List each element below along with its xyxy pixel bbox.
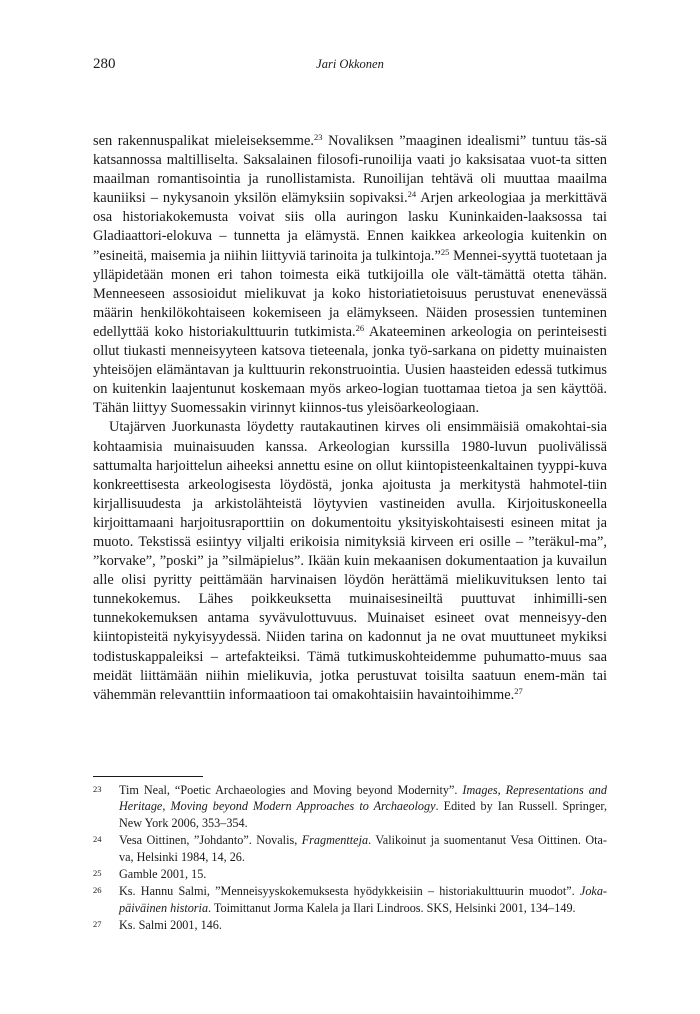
paragraph-1 (93, 132, 607, 418)
footnote-separator (93, 776, 203, 777)
footnote-title: Images, Representations and Heritage, Moving beyond Modern Approaches to Archaeology (119, 783, 607, 814)
page-header (93, 56, 607, 76)
page-number: 280 (93, 56, 116, 72)
footnote-ref-26[interactable]: 26 (355, 322, 365, 333)
footnote-text: Ks. Salmi 2001, 146. (119, 918, 222, 933)
footnote-26 (93, 883, 607, 916)
footnotes (93, 782, 607, 935)
footnote-title: Joka-päiväinen historia (119, 884, 607, 915)
main-text (93, 132, 607, 705)
paragraph-1-text-c: Arjen arkeologiaa ja merkittävä osa historiakokemusta voivat siis olla auringon lasku Kuninkaiden-laaksossa tai Gladiaattori-elokuva – tunnetta ja elämystä. Ennen kaikkea arkeologia kuitenkin on ”esineitä, maisemia ja niihin liittyviä tarinoita ja tulkintoja.” (93, 190, 607, 264)
paragraph-1-text-d: Mennei-syyttä tuotetaan ja ylläpidetään monen eri tahon toimesta eikä tutkijoilla ole vält-tämättä otetta tähän. Menneeseen assosioidut mielikuvat ja koko historiatietoisuus perustuvat enenevässä määrin henkilökohtaiseen kokemiseen ja elämykseen. Näiden prosessien tunteminen edellyttää koko historiakulttuurin tutkimista. (93, 247, 607, 340)
footnote-number: 26 (93, 885, 102, 896)
footnote-text: Ks. Hannu Salmi, ”Menneisyyskokemuksesta hyödykkeisiin – historiakulttuurin muodot”. (119, 884, 580, 899)
paragraph-2 (93, 418, 607, 704)
footnote-text-tail: . Edited by Ian Russell. Springer, New York 2006, 353–354. (119, 799, 607, 830)
running-head-author: Jari Okkonen (316, 57, 384, 71)
footnote-number: 24 (93, 834, 102, 845)
footnote-number: 25 (93, 868, 102, 879)
footnote-text: Vesa Oittinen, ”Johdanto”. Novalis, (119, 833, 302, 848)
paragraph-1-text-a: sen rakennuspalikat mieleiseksemme. (93, 133, 314, 149)
footnote-number: 23 (93, 784, 102, 794)
paragraph-1-text-b: Novaliksen ”maaginen idealismi” tuntuu täs-sä katsannossa maltilliselta. Saksalainen filosofi-runoilija vaati jo kaksisataa vuot-ta sitten maailman romantisointia ja runollistamista. Runoilijan tehtävä oli muuttaa maailma kauniiksi – nykysanoin yksilön elämyksiin sopivaksi. (93, 133, 607, 207)
footnote-27 (93, 917, 607, 933)
footnote-text: Tim Neal, “Poetic Archaeologies and Moving beyond Modernity”. (119, 783, 463, 797)
footnote-text-tail: . Valikoinut ja suomentanut Vesa Oittinen. Ota-va, Helsinki 1984, 14, 26. (119, 833, 607, 864)
footnote-title: Fragmentteja (301, 833, 369, 848)
footnote-25 (93, 866, 607, 882)
paragraph-1-text-e: Akateeminen arkeologia on perinteisesti ollut tiukasti menneisyyteen katsova tieteenala, jonka työ-sarkana on pidetty muinaisten yhteisöjen elämäntavan ja kulttuurin rekonstruointia. Uusien haasteiden edessä tutkimus on kuitenkin laajentunut koskemaan myös arkeo-logian tuottamaa tietoa ja sen käyttöä. Tähän liittyy Suomessakin virinnyt kiinnos-tus yleisöarkeologiaan. (93, 323, 607, 417)
footnote-ref-23[interactable]: 23 (313, 132, 323, 142)
footnote-text: Gamble 2001, 15. (119, 867, 207, 882)
footnote-text-tail: . Toimittanut Jorma Kalela ja Ilari Lindroos. SKS, Helsinki 2001, 134–149. (208, 900, 576, 915)
footnote-number: 27 (93, 919, 102, 930)
footnote-ref-27[interactable]: 27 (514, 685, 523, 696)
paragraph-2-text: Utajärven Juorkunasta löydetty rautakautinen kirves oli ensimmäisiä omakohtai-sia kohtaamisia muinaisuuden kanssa. Arkeologian kurssilla 1980-luvun puolivälissä sattumalta harjoittelun aiheeksi annettu esine on ollut kiintopisteenkaltainen tyyppi-kuva konkreettisesta arkeologisesta löydöstä, jonka ajoitusta ja merkitystä hahmotel-tiin kirjallisuudesta ja arkistolähteistä löytyvien vastineiden avulla. Kirjoituskoneella kirjoittamaani harjoitusraporttiin on dokumentoitu yksityiskohtaisesti esineen mitat ja muoto. Tekstissä esiintyy viljalti erikoisia nimityksiä kirveen eri osille – ”teräkul-ma”, ”korvake”, ”poski” ja ”silmäpielus”. Ikään kuin mekaanisen dokumentaation ja kuvailun alle olisi pyritty peittämään harvinaisen löydön herättämä mielikuvituksen lento tai tunnekokemus. Lähes poikkeuksetta muinaisesineiltä puuttuvat inhimilli-sen tunnekokemuksen antama syvävulottuvuus. Muinaiset esineet ovat menneisyy-den kiintopisteitä nykyisyydessä. Niiden tarina on kadonnut ja ne ovat muuttuneet mykiksi todistuskappaleiksi – artefakteiksi. Tämä tutkimuskohteidemme puhumatto-muus saa meidät liittämään niihin mielikuvia, jotka perustuvat toisilta saatuun enem-män tai vähemmän relevanttiin informaatioon tai omakohtaisiin havaintoihimme. (93, 419, 607, 703)
footnote-ref-24[interactable]: 24 (407, 189, 417, 200)
footnote-ref-25[interactable]: 25 (440, 246, 450, 257)
footnote-23 (93, 782, 607, 831)
footnote-24 (93, 832, 607, 865)
